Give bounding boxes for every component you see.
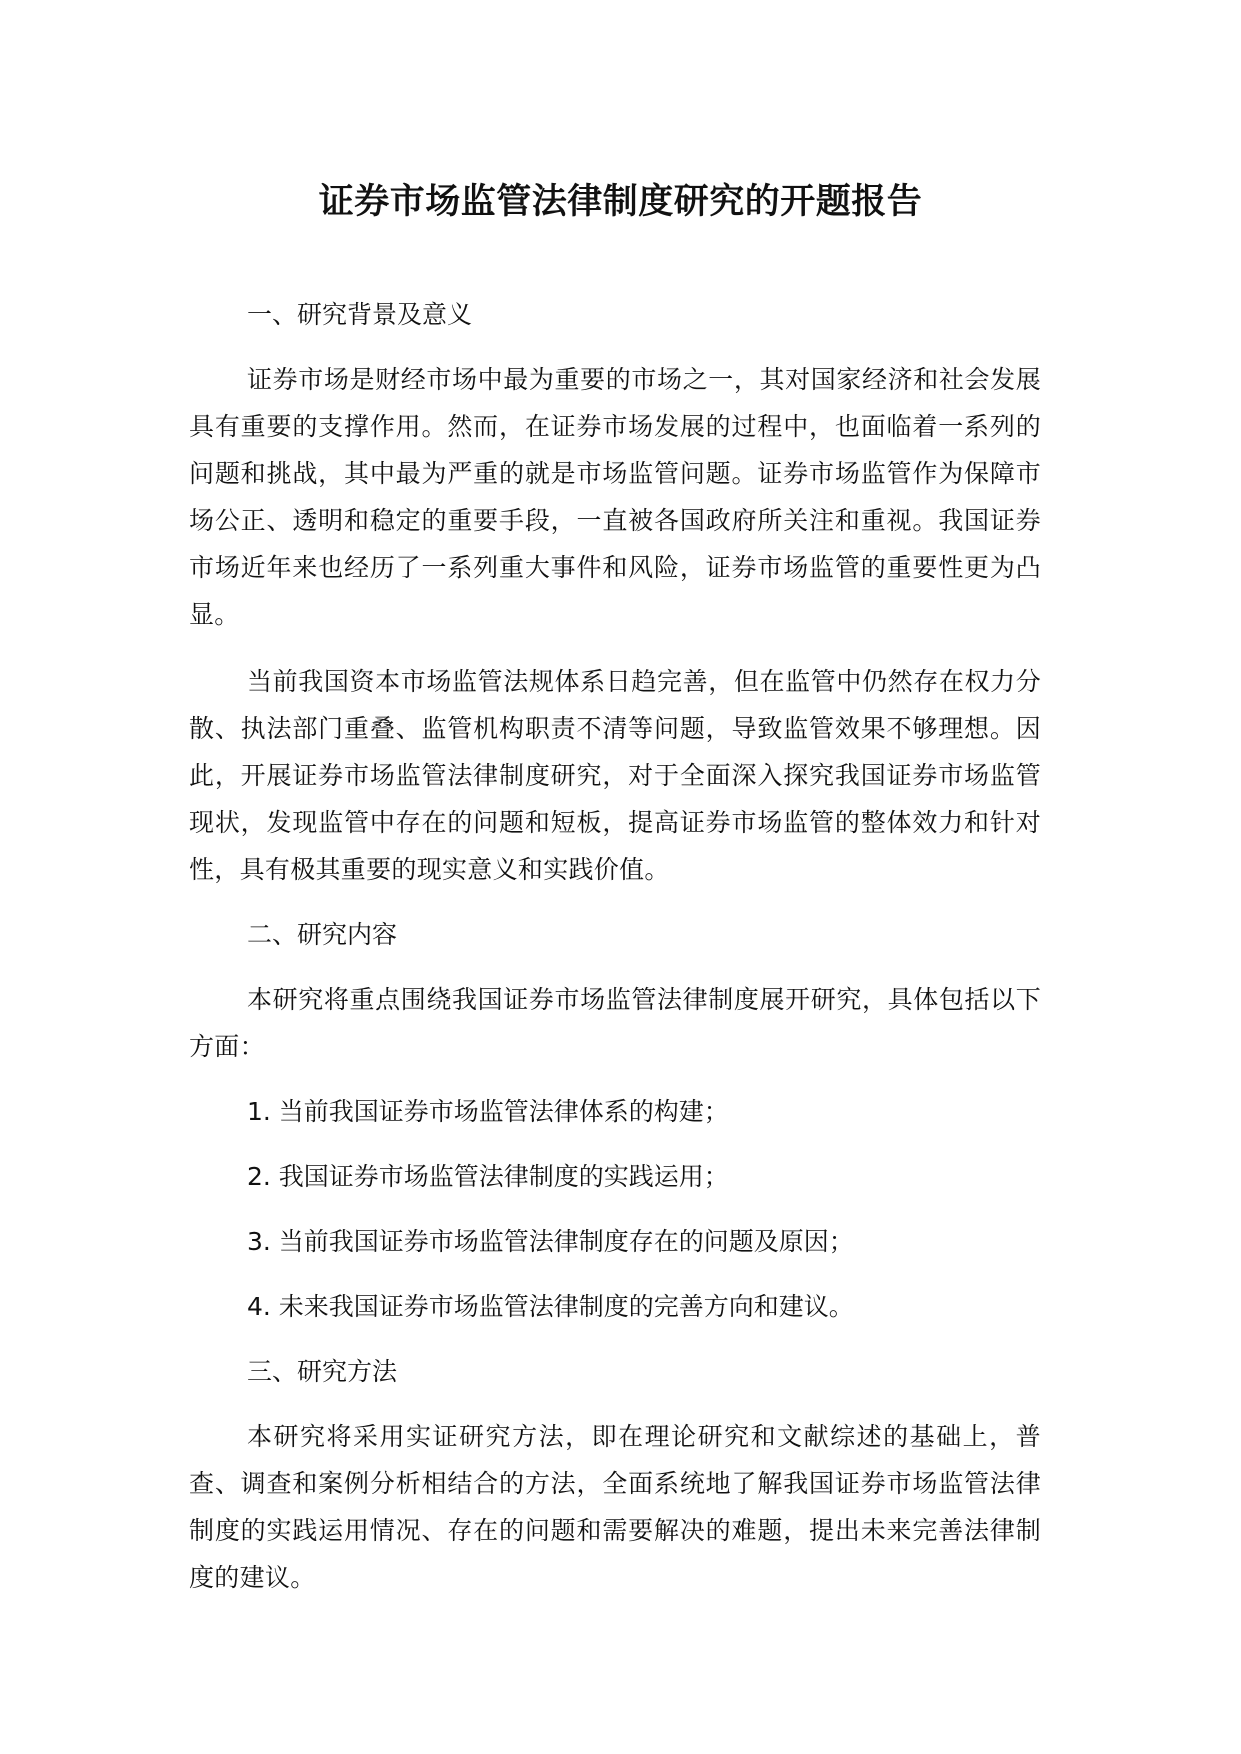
document-title: 证券市场监管法律制度研究的开题报告 (318, 182, 923, 222)
paragraph-background-1: 证券市场是财经市场中最为重要的市场之一，其对国家经济和社会发展具有重要的支撑作用。然而，在证券市场发展的过程中，也面临着一系列的问题和挑战，其中最为严重的就是市场监管问题。证券市场监管作为保障市场公正、透明和稳定的重要手段，一直被各国政府所关注和重视。我国证券市场近年来也经历了一系列重大事件和风险，证券市场监管的重要性更为凸显。 (189, 365, 1041, 629)
section-heading-background: 一、研究背景及意义 (247, 300, 473, 329)
paragraph-content-intro: 本研究将重点围绕我国证券市场监管法律制度展开研究，具体包括以下方面： (189, 985, 1041, 1061)
list-item-4: 4. 未来我国证券市场监管法律制度的完善方向和建议。 (247, 1292, 854, 1321)
list-item-1: 1. 当前我国证券市场监管法律体系的构建； (247, 1097, 729, 1126)
paragraph-background-2: 当前我国资本市场监管法规体系日趋完善，但在监管中仍然存在权力分散、执法部门重叠、监管机构职责不清等问题，导致监管效果不够理想。因此，开展证券市场监管法律制度研究，对于全面深入探究我国证券市场监管现状，发现监管中存在的问题和短板，提高证券市场监管的整体效力和针对性，具有极其重要的现实意义和实践价值。 (189, 667, 1041, 884)
list-item-2: 2. 我国证券市场监管法律制度的实践运用； (247, 1162, 729, 1191)
paragraph-method: 本研究将采用实证研究方法，即在理论研究和文献综述的基础上，普查、调查和案例分析相结合的方法，全面系统地了解我国证券市场监管法律制度的实践运用情况、存在的问题和需要解决的难题，提出未来完善法律制度的建议。 (189, 1422, 1041, 1592)
list-item-3: 3. 当前我国证券市场监管法律制度存在的问题及原因； (247, 1227, 854, 1256)
section-heading-content: 二、研究内容 (247, 920, 398, 949)
document-body (189, 291, 1041, 1601)
section-heading-method: 三、研究方法 (247, 1357, 398, 1386)
